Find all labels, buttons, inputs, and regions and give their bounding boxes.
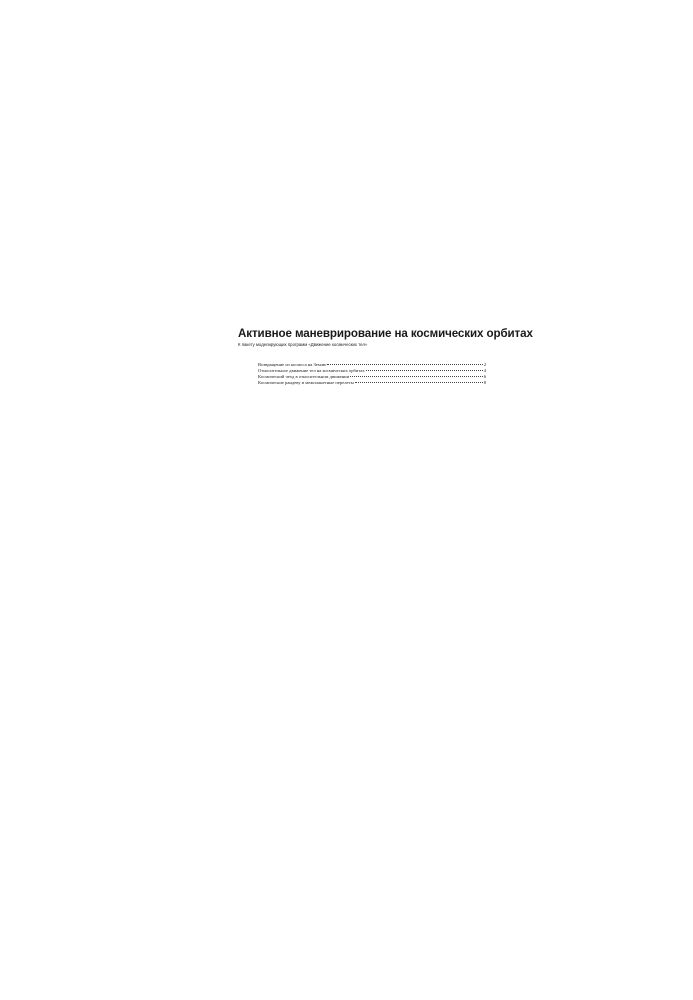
document-subtitle: К пакету моделирующих программ «Движение космических тел» [238,342,368,347]
toc-leader-dots [327,364,482,365]
toc-leader-dots [355,382,483,383]
toc-entry-label: Космические рандеву и межпланетные перелеты [258,380,354,385]
toc-entry [258,380,486,386]
toc-leader-dots [350,376,483,377]
document-title: Активное маневрирование на космических орбитах [238,327,533,340]
toc-entry-label: Космический чехд в относительном движении [258,374,350,379]
table-of-contents [258,362,486,386]
document-page [238,327,533,399]
toc-entry-page: 4 [483,368,486,373]
toc-entry-label: Относительное движение тел на космических орбитах [258,368,365,373]
toc-leader-dots [366,370,483,371]
toc-entry-page: 8 [483,380,486,385]
toc-entry-page: 6 [483,374,486,379]
toc-entry-page: 2 [483,362,486,367]
toc-entry-label: Возвращение из космоса на Землю [258,362,327,367]
